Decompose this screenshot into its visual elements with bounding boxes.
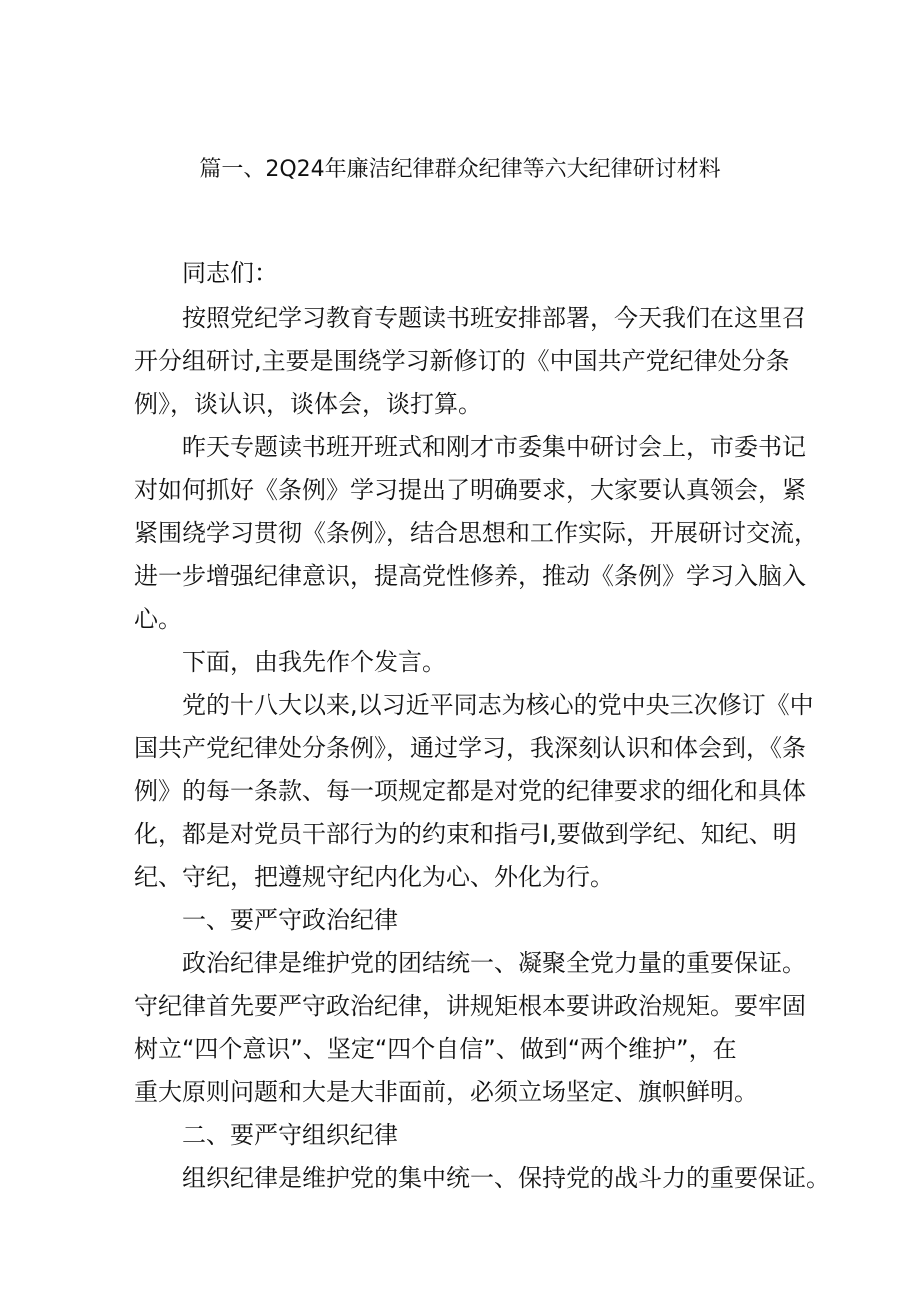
paragraph-line: 纪、守纪，把遵规守纪内化为心、外化为行。: [134, 863, 614, 891]
paragraph-line: 下面，由我先作个发言。: [182, 648, 446, 676]
paragraph-line: 党的十八大以来,以习近平同志为核心的党中央三次修订《中: [182, 691, 814, 719]
paragraph-line: 心。: [134, 605, 182, 633]
paragraph-line: 例》，谈认识，谈体会，谈打算。: [134, 390, 482, 418]
paragraph-line: 国共产党纪律处分条例》，通过学习，我深刻认识和体会到，《条: [134, 734, 806, 762]
paragraph-line: 组织纪律是维护党的集中统一、保持党的战斗力的重要保证。: [182, 1164, 830, 1192]
paragraph-line: 昨天专题读书班开班式和刚才市委集中研讨会上，市委书记: [182, 433, 806, 461]
paragraph-line: 紧围绕学习贯彻《条例》，结合思想和工作实际，开展研讨交流，: [134, 519, 818, 547]
paragraph-line: 化，都是对党员干部行为的约束和指弓I,要做到学纪、知纪、明: [134, 820, 797, 848]
paragraph-line: 按照党纪学习教育专题读书班安排部署，今天我们在这里召: [182, 304, 806, 332]
paragraph-line: 树立“四个意识”、坚定“四个自信”、做到“两个维护”，在: [134, 1035, 737, 1063]
paragraph-line: 守纪律首先要严守政治纪律，讲规矩根本要讲政治规矩。要牢固: [134, 992, 806, 1020]
paragraph-line: 重大原则问题和大是大非面前，必须立场坚定、旗帜鲜明。: [134, 1078, 758, 1106]
salutation: 同志们：: [182, 259, 278, 287]
paragraph-line: 对如何抓好《条例》学习提出了明确要求，大家要认真领会，紧: [134, 476, 806, 504]
paragraph-line: 政治纪律是维护党的团结统一、凝聚全党力量的重要保证。: [182, 949, 806, 977]
section-heading: 二、要严守组织纪律: [182, 1121, 398, 1149]
document-title: 篇一、2Q24年廉洁纪律群众纪律等六大纪律研讨材料: [199, 157, 721, 182]
paragraph-line: 例》的每一条款、每一项规定都是对党的纪律要求的细化和具体: [134, 777, 806, 805]
section-heading: 一、要严守政治纪律: [182, 906, 398, 934]
paragraph-line: 开分组研讨,主要是围绕学习新修订的《中国共产党纪律处分条: [134, 347, 790, 375]
paragraph-line: 进一步增强纪律意识，提高党性修养，推动《条例》学习入脑入: [134, 562, 806, 590]
